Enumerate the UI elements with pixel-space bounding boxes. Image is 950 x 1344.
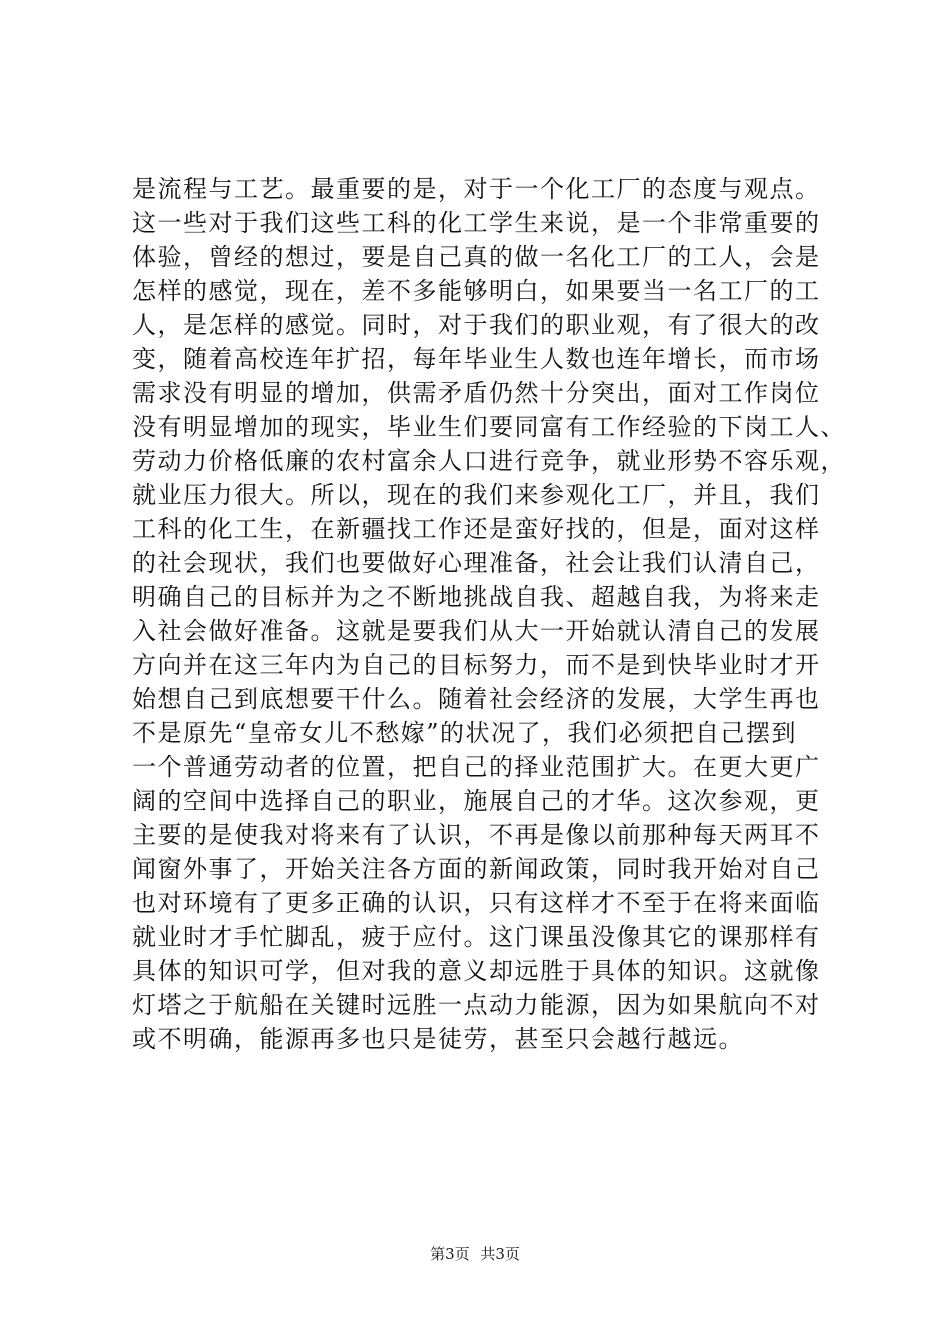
text-line: 或不明确，能源再多也只是徒劳，甚至只会越行越远。 (132, 1025, 744, 1053)
text-line: 入社会做好准备。这就是要我们从大一开始就认清自己的发展 (132, 617, 821, 645)
page-number: 第3页 (430, 1245, 470, 1263)
text-line: 这一些对于我们这些工科的化工学生来说，是一个非常重要的 (132, 209, 821, 237)
page-footer (0, 1244, 950, 1264)
text-line: 怎样的感觉，现在，差不多能够明白，如果要当一名工厂的工 (132, 277, 821, 305)
text-line: 工科的化工生，在新疆找工作还是蛮好找的，但是，面对这样 (132, 515, 821, 543)
text-line: 没有明显增加的现实，毕业生们要同富有工作经验的下岗工人、 (132, 413, 846, 441)
text-line: 明确自己的目标并为之不断地挑战自我、超越自我，为将来走 (132, 583, 821, 611)
text-line: 就业时才手忙脚乱，疲于应付。这门课虽没像其它的课那样有 (132, 923, 821, 951)
page-total: 共3页 (480, 1245, 520, 1263)
text-line: 方向并在这三年内为自己的目标努力，而不是到快毕业时才开 (132, 651, 821, 679)
body-paragraph (132, 172, 846, 1056)
text-line: 不是原先“皇帝女儿不愁嫁”的状况了，我们必须把自己摆到 (132, 719, 798, 747)
text-line: 就业压力很大。所以，现在的我们来参观化工厂，并且，我们 (132, 481, 821, 509)
text-line: 变，随着高校连年扩招，每年毕业生人数也连年增长，而市场 (132, 345, 821, 373)
text-line: 灯塔之于航船在关键时远胜一点动力能源，因为如果航向不对 (132, 991, 821, 1019)
text-line: 也对环境有了更多正确的认识，只有这样才不至于在将来面临 (132, 889, 821, 917)
text-line: 始想自己到底想要干什么。随着社会经济的发展，大学生再也 (132, 685, 821, 713)
text-line: 主要的是使我对将来有了认识，不再是像以前那种每天两耳不 (132, 821, 821, 849)
text-line: 体验，曾经的想过，要是自己真的做一名化工厂的工人，会是 (132, 243, 821, 271)
text-line: 需求没有明显的增加，供需矛盾仍然十分突出，面对工作岗位 (132, 379, 821, 407)
text-line: 一个普通劳动者的位置，把自己的择业范围扩大。在更大更广 (132, 753, 821, 781)
text-line: 阔的空间中选择自己的职业，施展自己的才华。这次参观，更 (132, 787, 821, 815)
text-line: 的社会现状，我们也要做好心理准备，社会让我们认清自己， (132, 549, 821, 577)
text-line: 是流程与工艺。最重要的是，对于一个化工厂的态度与观点。 (132, 175, 821, 203)
text-line: 劳动力价格低廉的农村富余人口进行竞争，就业形势不容乐观， (132, 447, 846, 475)
text-line: 人，是怎样的感觉。同时，对于我们的职业观，有了很大的改 (132, 311, 821, 339)
text-line: 具体的知识可学，但对我的意义却远胜于具体的知识。这就像 (132, 957, 821, 985)
text-line: 闻窗外事了，开始关注各方面的新闻政策，同时我开始对自己 (132, 855, 821, 883)
